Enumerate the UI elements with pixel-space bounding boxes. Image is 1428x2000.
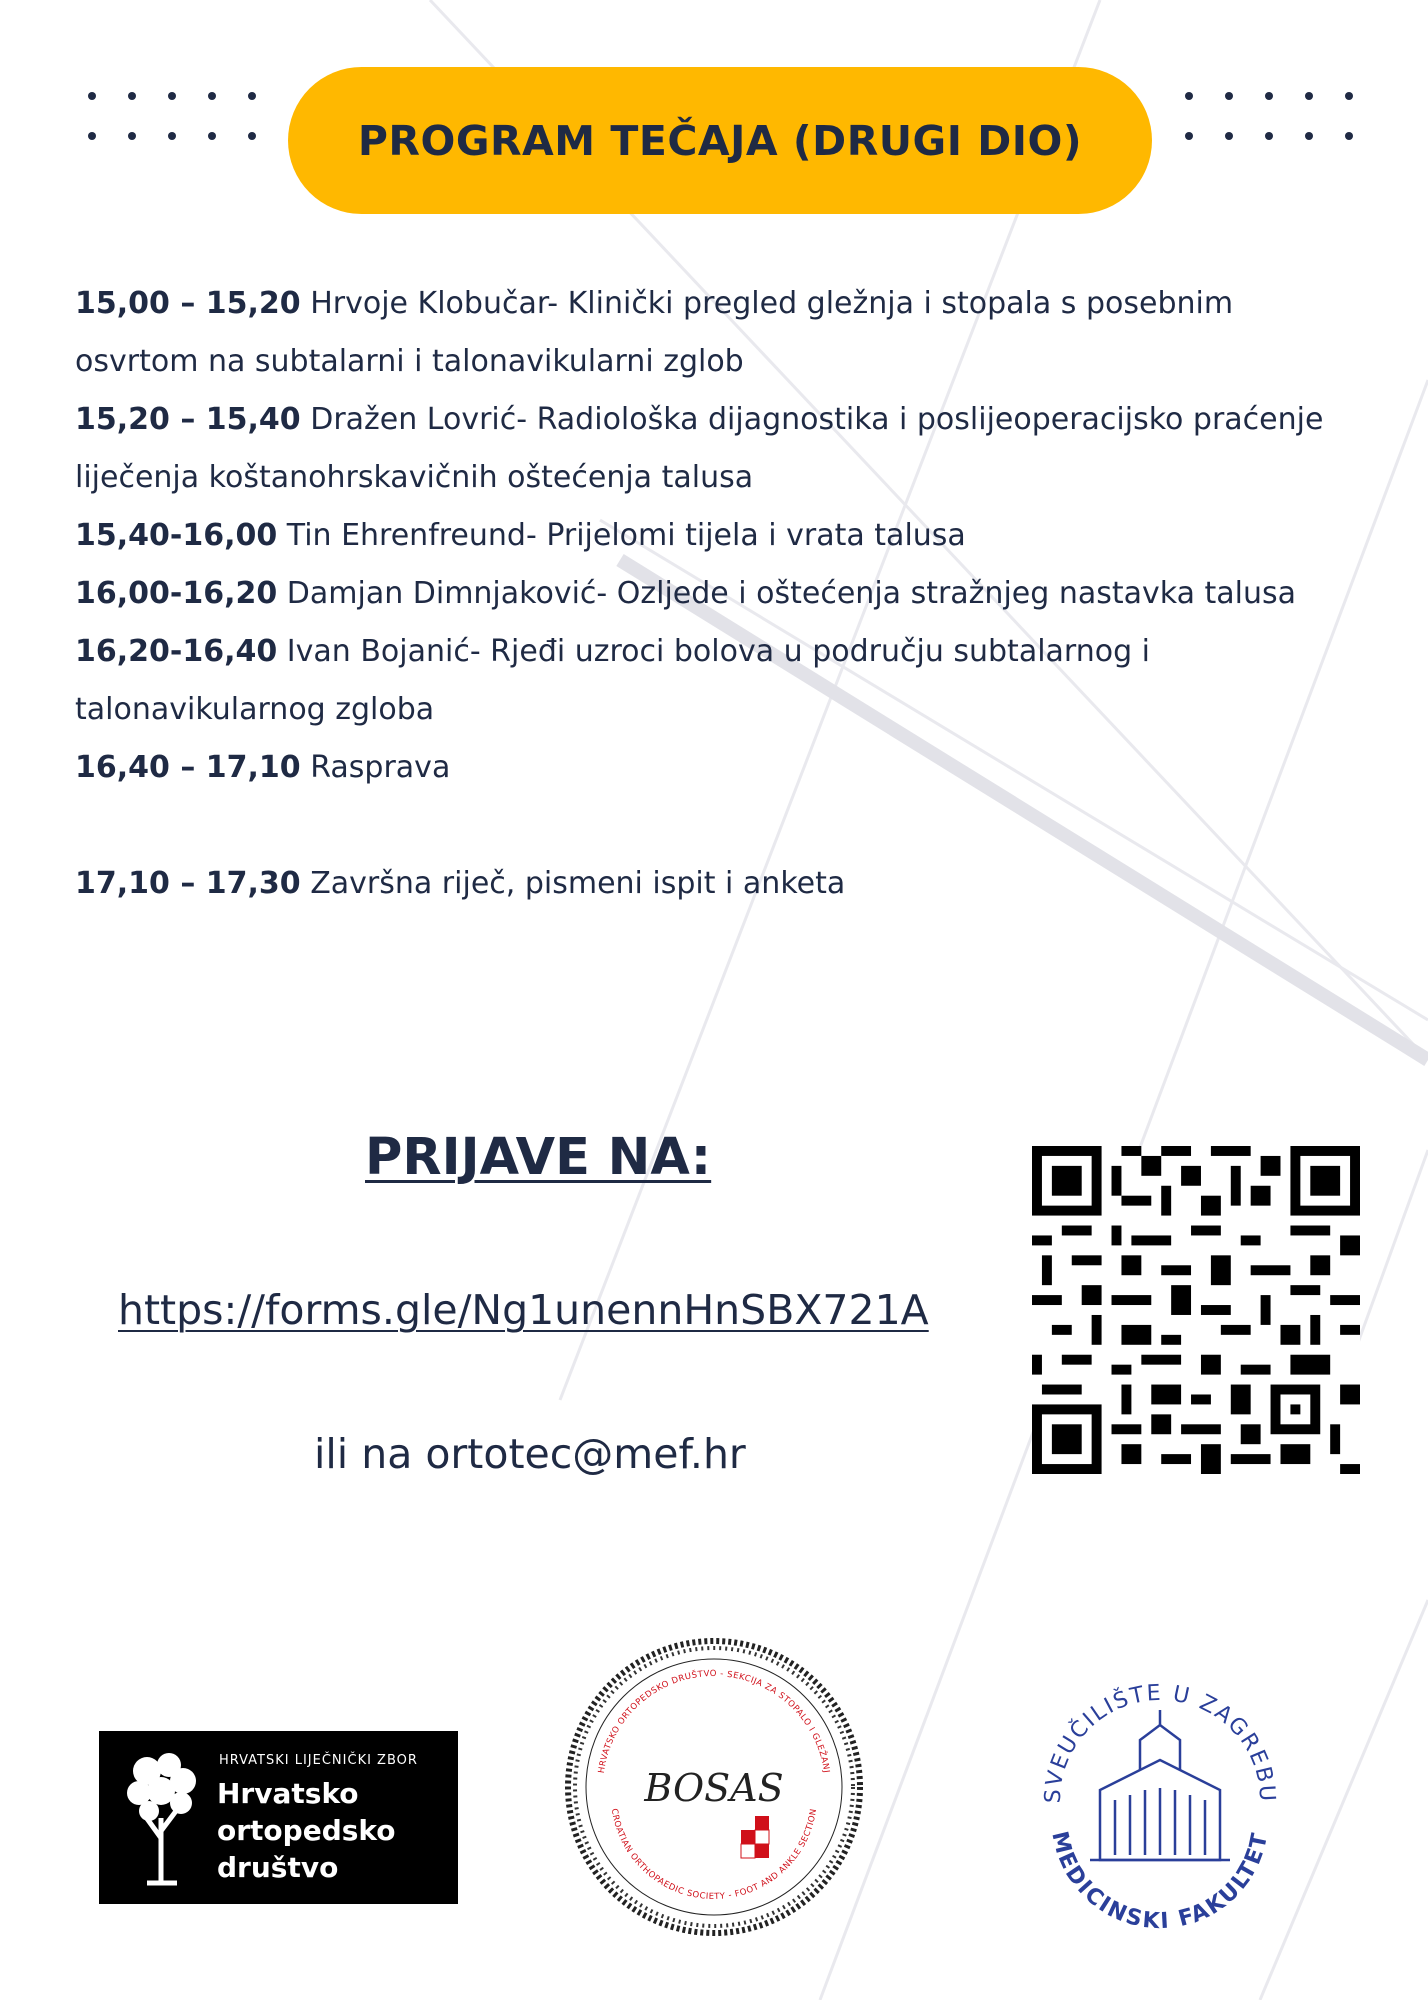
hlz-name [217,1775,396,1886]
svg-text:SVEUČILIŠTE U ZAGREBU [1041,1681,1280,1804]
mef-logo [1030,1670,1290,1930]
bosas-mark: BOSAS [644,1766,784,1810]
qr-code[interactable] [1032,1146,1360,1474]
registration-link[interactable]: https://forms.gle/Ng1unennHnSBX721A [118,1286,929,1334]
hlz-logo [99,1731,458,1904]
hlz-line2: ortopedsko [217,1814,396,1847]
registration-email: ili na ortotec@mef.hr [314,1430,746,1478]
program-text: Rasprava [300,750,451,785]
program-time: 16,00-16,20 [75,576,278,611]
program-time: 16,20-16,40 [75,634,278,669]
mef-top-text: SVEUČILIŠTE U ZAGREBU [1040,1680,1280,1804]
program-entry [75,391,1365,507]
building-icon [1090,1710,1230,1860]
program-text: Dražen Lovrić- Radiološka dijagnostika i poslijeoperacijsko praćenje liječenja koštanohrskavičnih oštećenja talusa [75,402,1324,495]
page-title: PROGRAM TEČAJA (DRUGI DIO) [288,67,1152,214]
program-entry [75,623,1365,739]
program-list [75,275,1365,913]
tree-icon [117,1743,207,1893]
program-time: 17,10 – 17,30 [75,866,301,901]
hlz-line1: Hrvatsko [217,1777,359,1810]
decorative-dots-right [1185,92,1353,140]
program-entry [75,275,1365,391]
bosas-ring-bottom: CROATIAN ORTHOPAEDIC SOCIETY - FOOT AND ANKLE SECTION [608,1807,820,1903]
hlz-small-text: HRVATSKI LIJEČNIČKI ZBOR [219,1753,418,1768]
program-text: Završna riječ, pismeni ispit i anketa [300,866,846,901]
program-time: 15,00 – 15,20 [75,286,301,321]
program-text: Tin Ehrenfreund- Prijelomi tijela i vrata talusa [277,518,966,553]
program-entry [75,855,1365,913]
program-text: Ivan Bojanić- Rjeđi uzroci bolova u području subtalarnog i talonavikularnog zgloba [75,634,1151,727]
program-entry [75,507,1365,565]
program-time: 15,40-16,00 [75,518,278,553]
program-time: 15,20 – 15,40 [75,402,301,437]
mef-bottom-text: MEDICINSKI FAKULTET [1046,1828,1274,1930]
bosas-logo [563,1636,865,1938]
decorative-dots-left [88,92,256,140]
program-text: Damjan Dimnjaković- Ozljede i oštećenja stražnjeg nastavka talusa [277,576,1297,611]
bosas-ring-top: HRVATSKO ORTOPEDSKO DRUŠTVO - SEKCIJA ZA STOPALO I GLEŽANJ [596,1668,832,1774]
program-entry [75,565,1365,623]
program-text: Hrvoje Klobučar- Klinički pregled gležnja i stopala s posebnim osvrtom na subtalarni i talonavikularni zglob [75,286,1234,379]
program-time: 16,40 – 17,10 [75,750,301,785]
registration-heading: PRIJAVE NA: [365,1128,712,1187]
hlz-line3: društvo [217,1851,339,1884]
program-entry [75,739,1365,797]
